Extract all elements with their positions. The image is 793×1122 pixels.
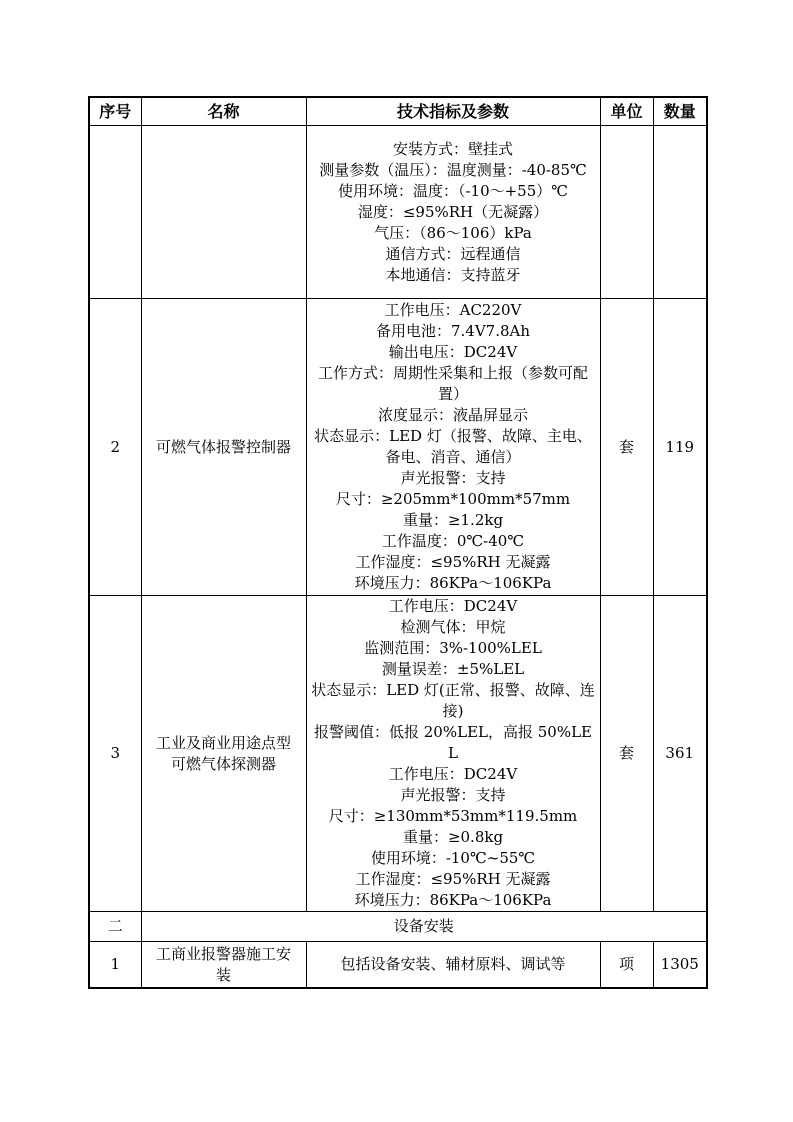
section-no: 二 — [89, 912, 141, 942]
spec-line: 测量误差：±5%LEL — [381, 660, 525, 678]
header-row — [89, 97, 707, 126]
row-no: 3 — [89, 596, 141, 912]
header-no: 序号 — [89, 97, 141, 126]
section-row — [89, 912, 707, 942]
row-no: 2 — [89, 299, 141, 596]
row-no: 1 — [89, 942, 141, 989]
row-qty: 1305 — [653, 942, 707, 989]
spec-line: 环境压力：86KPa～106KPa — [354, 891, 552, 909]
spec-line: 环境压力：86KPa～106KPa — [354, 574, 552, 592]
spec-line: 安装方式：壁挂式 — [392, 139, 513, 158]
row-unit — [600, 126, 653, 299]
row-spec: 包括设备安装、辅材原料、调试等 — [306, 942, 600, 989]
spec-line: 工作湿度：≤95%RH 无凝露 — [355, 553, 551, 571]
spec-line: 重量：≥0.8kg — [402, 828, 504, 846]
table-row — [89, 596, 707, 912]
spec-line: 通信方式：远程通信 — [385, 244, 521, 263]
row-spec — [306, 126, 600, 299]
row-qty: 119 — [653, 299, 707, 596]
header-name: 名称 — [141, 97, 306, 126]
spec-table — [88, 96, 708, 989]
spec-line: 使用环境：-10℃~55℃ — [370, 849, 536, 867]
spec-line: 声光报警：支持 — [400, 786, 506, 804]
spec-line: 备用电池：7.4V7.8Ah — [375, 322, 531, 340]
row-name: 工商业报警器施工安装 — [141, 942, 306, 989]
spec-line: 本地通信：支持蓝牙 — [385, 265, 521, 284]
row-qty: 361 — [653, 596, 707, 912]
row-unit: 套 — [600, 596, 653, 912]
row-no — [89, 126, 141, 299]
spec-line: 气压：（86～106）kPa — [374, 223, 532, 242]
row-spec — [306, 596, 600, 912]
header-unit: 单位 — [600, 97, 653, 126]
spec-line: 湿度：≤95%RH（无凝露） — [357, 202, 549, 221]
spec-line: 工作电压：DC24V — [388, 765, 518, 783]
spec-line: 工作方式：周期性采集和上报（参数可配置） — [317, 364, 588, 403]
spec-line: 状态显示：LED 灯(正常、报警、故障、连接) — [311, 681, 595, 720]
spec-line: 浓度显示：液晶屏显示 — [377, 406, 528, 424]
spec-line: 尺寸：≥205mm*100mm*57mm — [335, 490, 571, 508]
row-qty — [653, 126, 707, 299]
spec-line: 测量参数（温压）：温度测量：-40-85℃ — [319, 160, 587, 179]
spec-line: 监测范围：3%-100%LEL — [364, 639, 542, 657]
table-row — [89, 299, 707, 596]
spec-line: 声光报警：支持 — [400, 469, 506, 487]
header-qty: 数量 — [653, 97, 707, 126]
spec-line: 检测气体：甲烷 — [400, 618, 506, 636]
header-spec: 技术指标及参数 — [306, 97, 600, 126]
spec-line: 工作电压：AC220V — [384, 301, 522, 319]
spec-line: 状态显示：LED 灯（报警、故障、主电、备电、消音、通信） — [314, 427, 592, 466]
spec-line: 报警阈值：低报 20%LEL，高报 50%LEL — [314, 723, 592, 762]
spec-line: 重量：≥1.2kg — [402, 511, 504, 529]
row-spec — [306, 299, 600, 596]
spec-line: 使用环境：温度：（-10～+55）℃ — [337, 181, 569, 200]
spec-line: 尺寸：≥130mm*53mm*119.5mm — [328, 807, 578, 825]
table-row — [89, 126, 707, 299]
row-unit: 套 — [600, 299, 653, 596]
spec-line: 工作湿度：≤95%RH 无凝露 — [355, 870, 551, 888]
table-row — [89, 942, 707, 989]
row-unit: 项 — [600, 942, 653, 989]
spec-line: 输出电压：DC24V — [388, 343, 518, 361]
row-name — [141, 126, 306, 299]
spec-line: 工作温度：0℃-40℃ — [381, 532, 525, 550]
row-name: 可燃气体报警控制器 — [141, 299, 306, 596]
section-title: 设备安装 — [141, 912, 707, 942]
row-name: 工业及商业用途点型可燃气体探测器 — [141, 596, 306, 912]
spec-line: 工作电压：DC24V — [388, 597, 518, 615]
